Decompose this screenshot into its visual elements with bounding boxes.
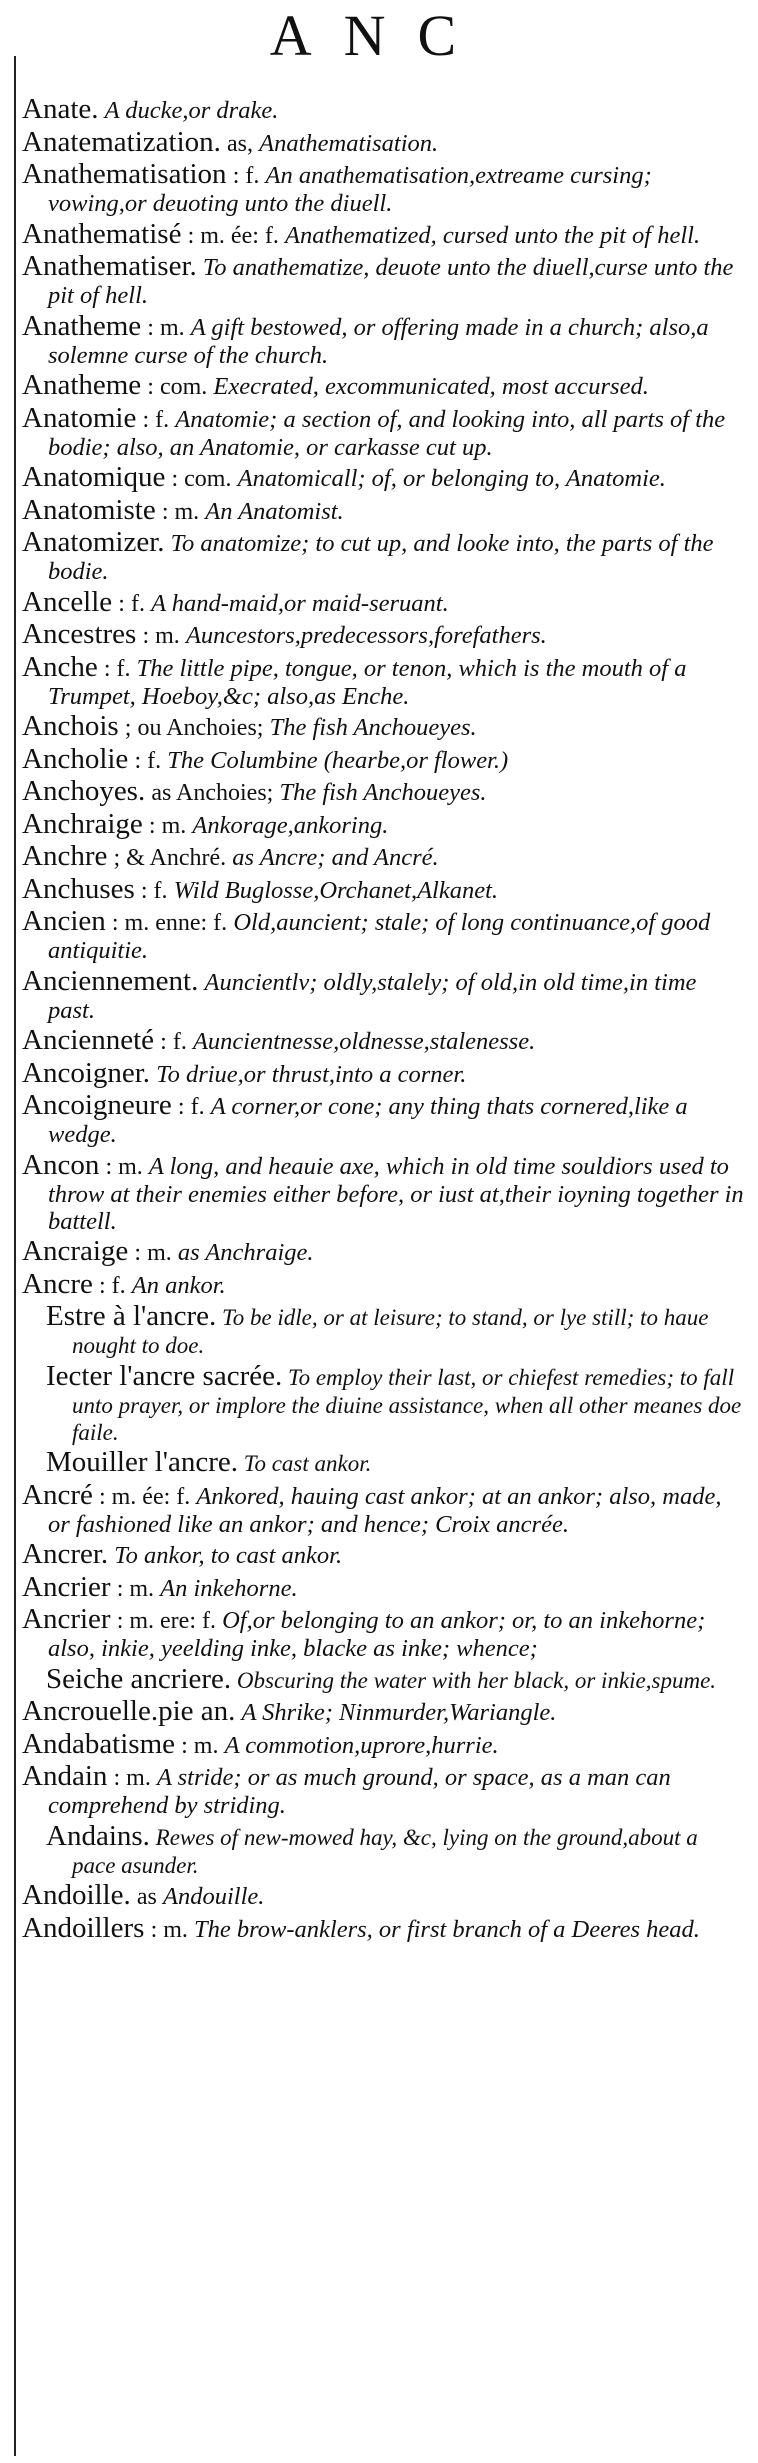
dictionary-entry <box>22 905 744 964</box>
headword: Andains. <box>46 1819 150 1852</box>
grammar-note: as, <box>227 130 254 157</box>
headword: Ancien <box>22 905 106 937</box>
definition: To employ their last, or chiefest remedies; to fall unto prayer, or implore the diuine assistance, when all other meanes doe faile. <box>72 1364 742 1445</box>
definition: Auncientnesse,oldnesse,stalenesse. <box>192 1028 536 1055</box>
dictionary-entry <box>22 1148 744 1235</box>
headword: Estre à l'ancre. <box>46 1300 217 1332</box>
definition: To cast ankor. <box>243 1451 372 1476</box>
grammar-note: : f. <box>160 1029 187 1055</box>
definition: A hand-maid,or maid-seruant. <box>151 589 449 617</box>
definition: The little pipe, tongue, or tenon, which is the mouth of a Trumpet, Hoeboy,&c; also,as Enche. <box>48 654 687 710</box>
dictionary-entry <box>22 1235 744 1267</box>
headword: Anathematisé <box>22 217 182 250</box>
headword: Anathematiser. <box>22 250 197 282</box>
headword: Anchraige <box>22 807 143 840</box>
grammar-note: : m. enne: f. <box>111 910 228 936</box>
headword: Mouiller l'ancre. <box>46 1446 239 1478</box>
definition: A gift bestowed, or offering made in a church; also,a solemne curse of the church. <box>48 313 709 369</box>
definition: Anatomicall; of, or belonging to, Anatomie. <box>237 465 666 492</box>
grammar-note: : m. <box>113 1765 151 1791</box>
dictionary-entry <box>22 807 744 840</box>
grammar-note: : f. <box>103 655 131 682</box>
dictionary-entry <box>22 1056 744 1089</box>
dictionary-entry <box>22 1024 744 1056</box>
dictionary-entry <box>22 461 744 493</box>
headword: Ancrer. <box>22 1538 109 1570</box>
headword: Anatomiste <box>22 493 156 526</box>
headword: Iecter l'ancre sacrée. <box>46 1359 283 1392</box>
grammar-note: : com. <box>147 374 208 400</box>
page-header: ANC <box>269 3 489 68</box>
grammar-note: : m. <box>150 1916 188 1943</box>
headword: Seiche ancriere. <box>46 1662 232 1695</box>
headword: Andabatisme <box>22 1727 176 1760</box>
dictionary-subentry <box>22 1819 744 1879</box>
definition: The fish Anchoueyes. <box>269 714 477 741</box>
headword: Ancon <box>22 1148 100 1181</box>
definition: Of,or belonging to an ankor; or, to an inkehorne; also, inkie, yeelding inke, blacke as inke; whence; <box>48 1607 706 1662</box>
definition: Anathematisation. <box>259 129 439 157</box>
definition: An Anatomist. <box>205 497 344 525</box>
left-margin-rule <box>14 56 16 2456</box>
dictionary-entry <box>22 250 744 309</box>
headword: Ancrier <box>22 1603 111 1635</box>
headword: Anchois <box>22 710 119 742</box>
grammar-note: : f. <box>134 747 162 774</box>
headword: Anchoyes. <box>22 775 146 807</box>
definition: Anatomie; a section of, and looking into, all parts of the bodie; also, an Anatomie, or carkasse cut up. <box>48 405 726 461</box>
definition: An inkehorne. <box>160 1574 298 1602</box>
headword: Ancienneté <box>22 1024 155 1056</box>
dictionary-entry <box>22 309 744 369</box>
definition: Execrated, excommunicated, most accursed. <box>213 373 649 400</box>
definition: To anatomize; to cut up, and looke into, the parts of the bodie. <box>48 530 714 585</box>
dictionary-entry <box>22 217 744 250</box>
definition: To driue,or thrust,into a corner. <box>156 1060 467 1088</box>
dictionary-entry <box>22 1538 744 1570</box>
definition: Auncestors,predecessors,forefathers. <box>185 622 547 649</box>
dictionary-entry <box>22 775 744 807</box>
grammar-note: : com. <box>171 466 232 492</box>
definition: A long, and heauie axe, which in old time souldiors used to throw at their enemies either before, or iust at,their ioyning together in battell. <box>48 1152 744 1235</box>
grammar-note: : f. <box>98 1272 126 1299</box>
dictionary-entry <box>22 840 744 872</box>
headword: Andain <box>22 1760 108 1792</box>
grammar-note: : m. <box>142 623 180 649</box>
grammar-note: : f. <box>177 1094 205 1120</box>
grammar-note: ; ou Anchoies; <box>124 715 264 741</box>
headword: Ancoigner. <box>22 1056 151 1089</box>
headword: Ancestres <box>22 618 137 650</box>
grammar-note: : m. ée: f. <box>187 222 279 249</box>
definition: Anathematized, cursed unto the pit of hell. <box>285 221 701 249</box>
dictionary-entry <box>22 964 744 1024</box>
definition: as Ancre; and Ancré. <box>232 844 439 871</box>
headword: Ancrouelle.pie an. <box>22 1695 236 1727</box>
headword: Anatheme <box>22 309 142 342</box>
grammar-note: : m. <box>181 1732 219 1759</box>
grammar-note: : m. <box>105 1153 143 1180</box>
headword: Ancelle <box>22 585 113 618</box>
dictionary-entry <box>22 742 744 775</box>
dictionary-subentry <box>22 1300 744 1359</box>
grammar-note: : m. ée: f. <box>98 1483 191 1510</box>
definition: Ankorage,ankoring. <box>192 811 389 839</box>
dictionary-entry <box>22 1911 744 1944</box>
dictionary-entry <box>22 1267 744 1300</box>
headword: Anatomie <box>22 401 137 434</box>
dictionary-entry <box>22 1760 744 1819</box>
grammar-note: as <box>136 1884 157 1910</box>
headword: Ancholie <box>22 742 129 775</box>
dictionary-entry <box>22 1570 744 1603</box>
grammar-note: : f. <box>232 163 260 189</box>
headword: Ancraige <box>22 1235 129 1267</box>
headword: Ancré <box>22 1478 93 1511</box>
headword: Anciennement. <box>22 964 199 997</box>
headword: Anathematisation <box>22 158 227 190</box>
headword: Anatematization. <box>22 125 221 158</box>
headword: Anchre <box>22 840 108 872</box>
headword: Anche <box>22 650 98 683</box>
dictionary-subentry <box>22 1662 744 1695</box>
grammar-note: : f. <box>142 406 170 433</box>
definition: The brow-anklers, or first branch of a Deeres head. <box>194 1915 700 1943</box>
definition: A Shrike; Ninmurder,Wariangle. <box>241 1699 557 1726</box>
definition: An ankor. <box>131 1271 226 1299</box>
dictionary-entry <box>22 526 744 585</box>
definition: Wild Buglosse,Orchanet,Alkanet. <box>173 876 499 904</box>
grammar-note: : m. ere: f. <box>116 1608 216 1634</box>
headword: Ancoigneure <box>22 1089 172 1121</box>
dictionary-entry <box>22 1603 744 1662</box>
dictionary-entry <box>22 1478 744 1538</box>
definition: A commotion,uprore,hurrie. <box>224 1731 499 1759</box>
dictionary-entry <box>22 369 744 401</box>
definition: An anathematisation,extreame cursing; vowing,or deuoting unto the diuell. <box>48 162 652 217</box>
headword: Anatheme <box>22 369 142 401</box>
definition: To ankor, to cast ankor. <box>114 1542 343 1569</box>
definition: Obscuring the water with her black, or inkie,spume. <box>236 1667 717 1693</box>
dictionary-entry <box>22 1727 744 1760</box>
definition: Auncientlv; oldly,stalely; of old,in old time,in time past. <box>48 968 697 1024</box>
headword: Anate. <box>22 93 99 125</box>
dictionary-subentry <box>22 1446 744 1478</box>
definition: Ankored, hauing cast ankor; at an ankor; also, made, or fashioned like an ankor; and hence; Croix ancrée. <box>48 1482 722 1538</box>
headword: Anatomique <box>22 461 166 493</box>
definition: The Columbine (hearbe,or flower.) <box>167 746 509 774</box>
grammar-note: : m. <box>134 1240 172 1266</box>
grammar-note: : m. <box>116 1575 155 1602</box>
definition: as Anchraige. <box>177 1239 314 1266</box>
dictionary-entry <box>22 401 744 461</box>
headword: Ancre <box>22 1267 93 1300</box>
dictionary-entry <box>22 93 744 125</box>
headword: Anchuses <box>22 872 135 905</box>
grammar-note: as Anchoies; <box>151 780 274 806</box>
dictionary-entry <box>22 493 744 526</box>
grammar-note: : f. <box>140 877 168 904</box>
definition: Andouille. <box>163 1883 265 1910</box>
definition: The fish Anchoueyes. <box>279 779 487 806</box>
dictionary-subentry <box>22 1359 744 1446</box>
grammar-note: : f. <box>118 590 145 617</box>
grammar-note: : m. <box>147 314 185 341</box>
dictionary-entry <box>22 585 744 618</box>
dictionary-entry <box>22 710 744 742</box>
definition: A ducke,or drake. <box>104 97 279 124</box>
definition: To anathematize, deuote unto the diuell,curse unto the pit of hell. <box>48 254 734 309</box>
dictionary-entry <box>22 125 744 158</box>
definition: A corner,or cone; any thing thats cornered,like a wedge. <box>48 1093 688 1148</box>
grammar-note: : m. <box>161 498 200 525</box>
dictionary-entry <box>22 618 744 650</box>
definition: A stride; or as much ground, or space, as a man can comprehend by striding. <box>48 1764 671 1819</box>
definition: Rewes of new-mowed hay, &c, lying on the ground,about a pace asunder. <box>72 1824 698 1878</box>
dictionary-entry <box>22 650 744 710</box>
headword: Andoille. <box>22 1879 131 1911</box>
headword: Ancrier <box>22 1570 111 1603</box>
grammar-note: ; & Anchré. <box>113 845 227 871</box>
definition: To be idle, or at leisure; to stand, or lye still; to haue nought to doe. <box>72 1305 709 1358</box>
dictionary-entry <box>22 1089 744 1148</box>
dictionary-entries <box>22 93 744 1947</box>
dictionary-entry <box>22 1879 744 1911</box>
headword: Andoillers <box>22 1911 145 1944</box>
dictionary-entry <box>22 1695 744 1727</box>
dictionary-entry <box>22 158 744 217</box>
grammar-note: : m. <box>148 812 187 839</box>
headword: Anatomizer. <box>22 526 165 558</box>
dictionary-entry <box>22 872 744 905</box>
definition: Old,auncient; stale; of long continuance,of good antiquitie. <box>48 909 711 964</box>
